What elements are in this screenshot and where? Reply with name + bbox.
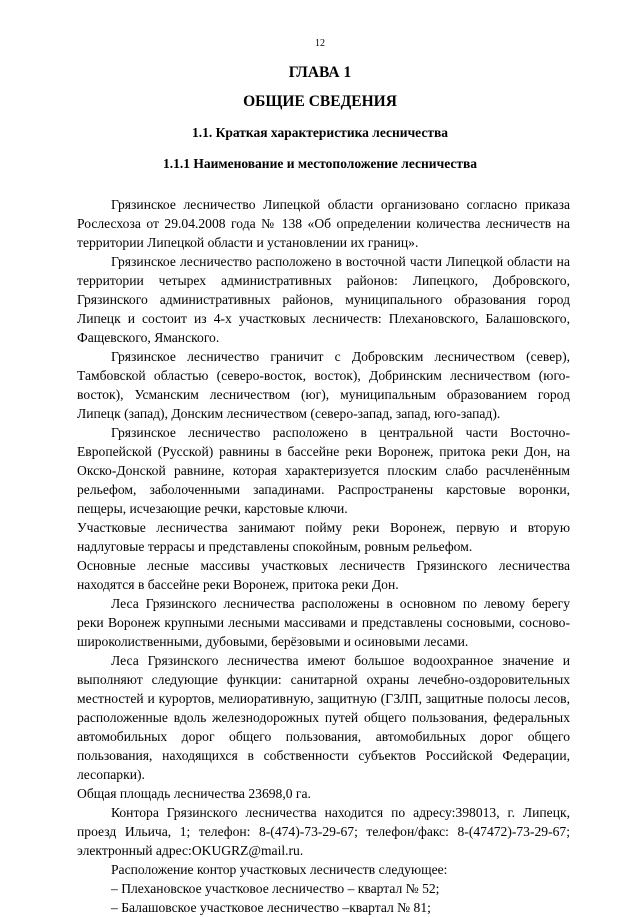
chapter-heading: ГЛАВА 1 (288, 64, 352, 81)
paragraph: Участковые лесничества занимают пойму реки Воронеж, первую и вторую надлуговые террасы и представлены спокойным, ровным рельефом. (77, 520, 570, 554)
paragraph: Общая площадь лесничества 23698,0 га. (77, 786, 311, 801)
paragraph: Расположение контор участковых лесничеств следующее: (111, 862, 448, 877)
chapter-title: ОБЩИЕ СВЕДЕНИЯ (243, 93, 397, 110)
paragraph: Грязинское лесничество расположено в центральной части Восточно-Европейской (Русской) равнины в бассейне реки Воронеж, притока реки Дон, на Окско-Донской равнине, которая характеризуется плоским слабо расчленённым рельефом, заболоченными западинами. Распространены карстовые воронки, пещеры, исчезающие речки, карстовые ключи. (77, 425, 570, 516)
list-item: – Балашовское участковое лесничество –квартал № 81; (111, 900, 431, 915)
section-heading: 1.1. Краткая характеристика лесничества (191, 125, 449, 140)
paragraph: Контора Грязинского лесничества находится по адресу:398013, г. Липецк, проезд Ильича, 1; телефон: 8-(474)-73-29-67; телефон/факс: 8-(47472)-73-29-67; электронный адрес:OKUGRZ@mail.ru. (77, 805, 570, 858)
paragraph: Леса Грязинского лесничества имеют большое водоохранное значение и выполняют следующие функции: санитарной охраны лечебно-оздоровительных местностей и курортов, мелиоративную, защитную (ГЗЛП, защитные полосы лесов, расположенные вдоль железнодорожных путей общего пользования, федеральных автомобильных дорог общего пользования, автомобильных дорог общего пользования, находящихся в собственности субъектов Российской Федерации, лесопарки). (77, 653, 570, 782)
paragraph: Грязинское лесничество расположено в восточной части Липецкой области на территории четырех административных районов: Липецкого, Добровского, Грязинского административных районов, муниципального образования город Липецк и состоит из 4-х участковых лесничеств: Плехановского, Балашовского, Фащевского, Яманского. (77, 254, 570, 345)
paragraph: Грязинское лесничество граничит с Добровским лесничеством (север), Тамбовской областью (северо-восток, восток), Добринским лесничеством (юго-восток), Усманским лесничеством (юг), муниципальным образованием город Липецк (запад), Донским лесничеством (северо-запад, запад, юго-запад). (77, 349, 570, 421)
list-item: – Плехановское участковое лесничество – квартал № 52; (111, 881, 440, 896)
page-number: 12 (315, 38, 325, 49)
paragraph: Основные лесные массивы участковых лесничеств Грязинского лесничества находятся в бассейне реки Воронеж, притока реки Дон. (77, 558, 570, 592)
paragraph: Грязинское лесничество Липецкой области организовано согласно приказа Рослесхоза от 29.04.2008 года № 138 «Об определении количества лесничеств на территории Липецкой области и установлении их границ». (77, 197, 570, 250)
subsection-heading: 1.1.1 Наименование и местоположение лесничества (162, 156, 478, 171)
paragraph: Леса Грязинского лесничества расположены в основном по левому берегу реки Воронеж крупными лесными массивами и представлены сосновыми, сосново-широколиственными, дубовыми, берёзовыми и осиновыми лесами. (77, 596, 570, 649)
body-text (77, 195, 570, 917)
